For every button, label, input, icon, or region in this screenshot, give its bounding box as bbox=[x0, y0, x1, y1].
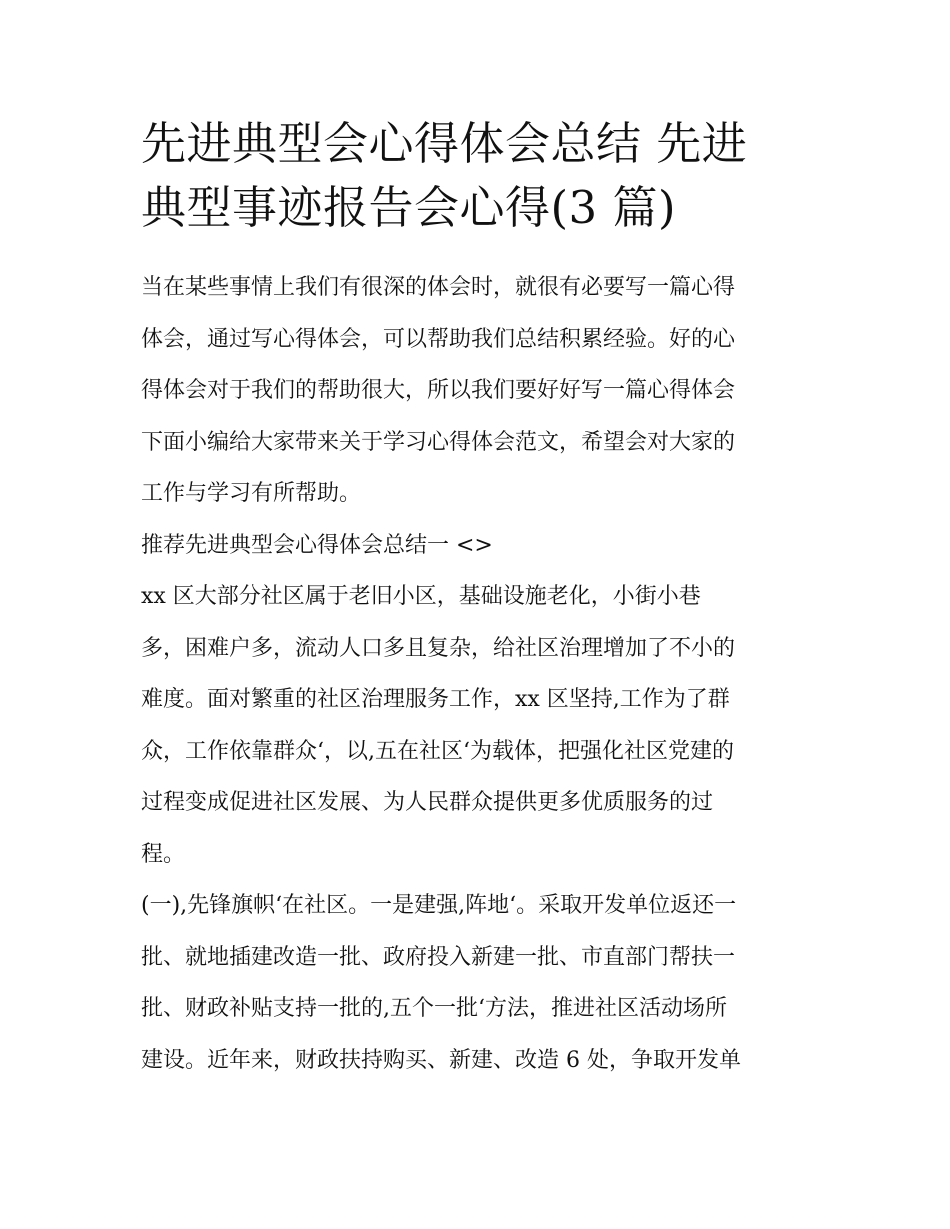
paragraph-line-1: xx 区大部分社区属于老旧小区，基础设施老化，小街小巷 bbox=[141, 584, 701, 609]
intro-line-5: 工作与学习有所帮助。 bbox=[141, 481, 362, 506]
subsection-line-2: 批、就地插建改造一批、政府投入新建一批、市直部门帮扶一 bbox=[141, 944, 736, 970]
paragraph-line-5: 过程变成促进社区发展、为人民群众提供更多优质服务的过 bbox=[141, 790, 714, 815]
paragraph-line-6: 程。 bbox=[141, 841, 186, 867]
subsection-line-3: 批、财政补贴支持一批的,五个一批‘方法，推进社区活动场所 bbox=[141, 996, 727, 1021]
document-title bbox=[141, 112, 813, 240]
intro-line-1: 当在某些事情上我们有很深的体会时，就很有必要写一篇心得 bbox=[141, 275, 736, 300]
intro-line-3: 得体会对于我们的帮助很大，所以我们要好好写一篇心得体会 bbox=[141, 378, 736, 403]
paragraph-line-4: 众，工作依靠群众‘，以,五在社区‘为载体，把强化社区党建的 bbox=[141, 738, 734, 764]
section-heading: 推荐先进典型会心得体会总结一 <> bbox=[141, 532, 493, 558]
title-line-2: 典型事迹报告会心得(3 篇) bbox=[141, 181, 677, 234]
intro-line-4: 下面小编给大家带来关于学习心得体会范文，希望会对大家的 bbox=[141, 429, 736, 455]
subsection-line-4: 建设。近年来，财政扶持购买、新建、改造 6 处，争取开发单 bbox=[141, 1047, 741, 1073]
paragraph-line-2: 多，困难户多，流动人口多且复杂，给社区治理增加了不小的 bbox=[141, 635, 736, 661]
document-body bbox=[141, 262, 813, 1086]
subsection-line-1: (一),先锋旗帜‘在社区。一是建强,阵地‘。采取开发单位返还一 bbox=[141, 893, 737, 918]
document-page bbox=[141, 112, 813, 1086]
title-line-1: 先进典型会心得体会总结 先进 bbox=[141, 117, 748, 170]
intro-line-2: 体会，通过写心得体会，可以帮助我们总结积累经验。好的心 bbox=[141, 326, 736, 352]
paragraph-line-3: 难度。面对繁重的社区治理服务工作，xx 区坚持,工作为了群 bbox=[141, 687, 730, 712]
